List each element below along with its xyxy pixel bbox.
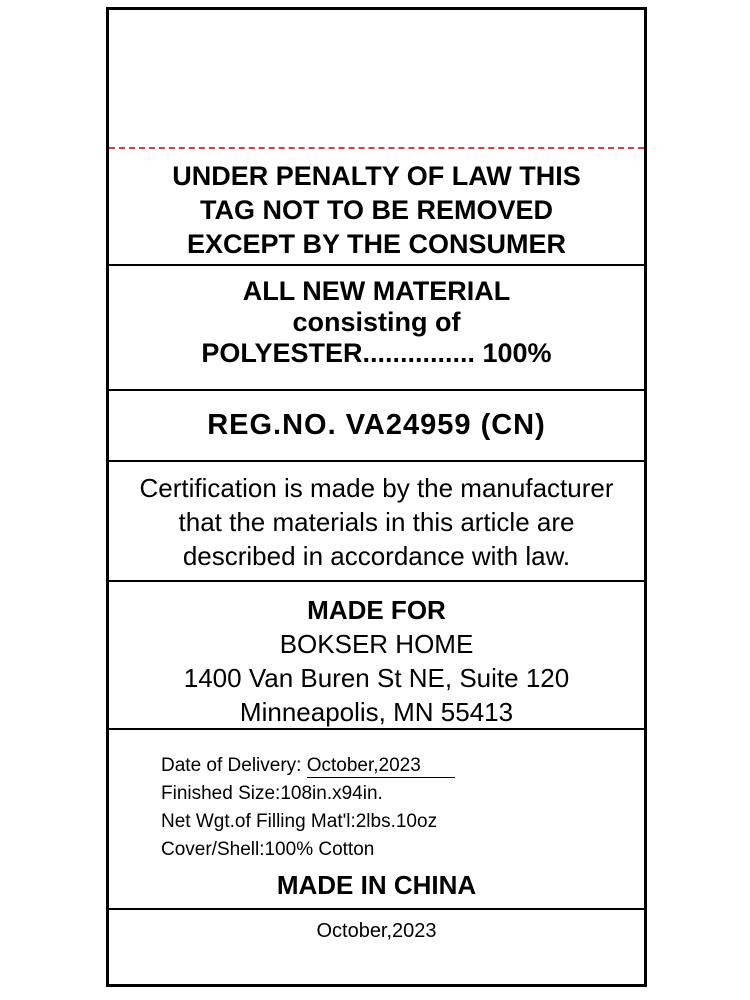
address-line-1: 1400 Van Buren St NE, Suite 120	[183, 663, 570, 693]
cut-line	[109, 147, 644, 149]
law-tag	[106, 7, 647, 987]
delivery-value: October,2023	[307, 755, 455, 778]
finished-size: Finished Size:108in.x94in.	[161, 783, 383, 804]
warning-line-2: TAG NOT TO BE REMOVED	[199, 195, 554, 225]
registration-section	[109, 391, 644, 462]
cover-shell: Cover/Shell:100% Cotton	[161, 839, 375, 860]
filling-weight: Net Wgt.of Filling Mat'l:2lbs.10oz	[161, 811, 438, 832]
made-for-section	[109, 582, 644, 730]
details-section	[109, 730, 644, 910]
country-of-origin: MADE IN CHINA	[276, 870, 477, 900]
material-composition: POLYESTER............... 100%	[201, 338, 552, 368]
address-line-2: Minneapolis, MN 55413	[239, 697, 514, 727]
footer-section	[109, 910, 644, 984]
company-name: BOKSER HOME	[279, 629, 474, 659]
material-heading: ALL NEW MATERIAL	[242, 276, 511, 306]
delivery-label: Date of Delivery:	[161, 755, 302, 776]
material-consisting: consisting of	[292, 307, 461, 337]
certification-section	[109, 462, 644, 582]
certification-line-1: Certification is made by the manufacturer	[139, 473, 614, 503]
warning-line-3: EXCEPT BY THE CONSUMER	[186, 229, 567, 259]
certification-line-2: that the materials in this article are	[178, 507, 575, 537]
footer-date: October,2023	[316, 920, 437, 942]
delivery-row	[161, 752, 455, 780]
warning-line-1: UNDER PENALTY OF LAW THIS	[172, 161, 581, 191]
registration-number: REG.NO. VA24959 (CN)	[207, 409, 546, 441]
certification-line-3: described in accordance with law.	[182, 541, 571, 571]
made-for-heading: MADE FOR	[307, 595, 446, 625]
details-list	[161, 752, 455, 864]
warning-section	[109, 150, 644, 266]
material-section	[109, 266, 644, 391]
